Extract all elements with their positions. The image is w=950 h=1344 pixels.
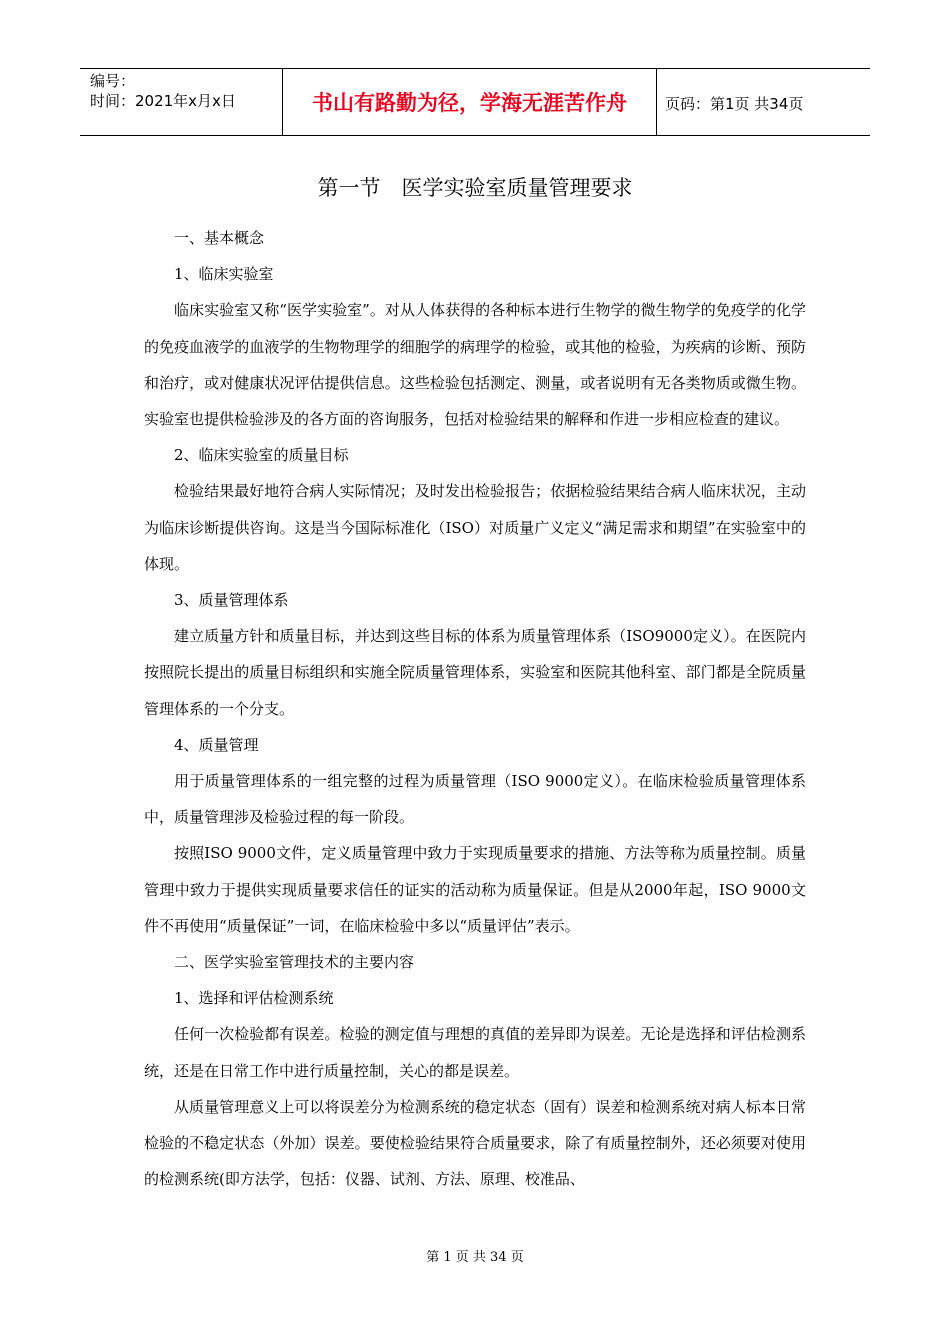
subheading-qms: 3、质量管理体系 <box>174 591 289 610</box>
paragraph: 建立质量方针和质量目标，并达到这些目标的体系为质量管理体系（ISO9000定义）。在医院内按照院长提出的质量目标组织和实施全院质量管理体系，实验室和医院其他科室、部门都是全院质量管理体系的一个分支。 <box>144 627 806 718</box>
section-title: 第一节 医学实验室质量管理要求 <box>317 176 633 200</box>
page-footer: 第 1 页 共 34 页 <box>426 1250 524 1265</box>
subheading-quality-management: 4、质量管理 <box>174 735 259 754</box>
header-page-info: 页码：第1页 共34页 <box>665 95 804 113</box>
subheading-quality-goal: 2、临床实验室的质量目标 <box>174 446 349 465</box>
heading-main-content: 二、医学实验室管理技术的主要内容 <box>174 953 415 972</box>
paragraph: 按照ISO 9000文件，定义质量管理中致力于实现质量要求的措施、方法等称为质量控制。质量管理中致力于提供实现质量要求信任的证实的活动称为质量保证。但是从2000年起，ISO 9000文件不再使用“质量保证”一词，在临床检验中多以“质量评估”表示。 <box>144 844 806 935</box>
paragraph: 任何一次检验都有误差。检验的测定值与理想的真值的差异即为误差。无论是选择和评估检测系统，还是在日常工作中进行质量控制，关心的都是误差。 <box>144 1025 806 1080</box>
paragraph: 从质量管理意义上可以将误差分为检测系统的稳定状态（固有）误差和检测系统对病人标本日常检验的不稳定状态（外加）误差。要使检验结果符合质量要求，除了有质量控制外，还必须要对使用的检测系统(即方法学，包括：仪器、试剂、方法、原理、校准品、 <box>144 1097 806 1189</box>
document-number-label: 编号： <box>90 72 136 90</box>
subheading-clinical-lab: 1、临床实验室 <box>174 265 274 284</box>
paragraph: 用于质量管理体系的一组完整的过程为质量管理（ISO 9000定义）。在临床检验质量管理体系中，质量管理涉及检验过程的每一阶段。 <box>144 772 806 827</box>
document-body <box>144 220 806 1197</box>
paragraph: 检验结果最好地符合病人实际情况；及时发出检验报告；依据检验结果结合病人临床状况，主动为临床诊断提供咨询。这是当今国际标准化（ISO）对质量广义定义“满足需求和期望”在实验室中的体现。 <box>144 482 806 573</box>
heading-basic-concepts: 一、基本概念 <box>174 229 265 247</box>
header-motto: 书山有路勤为径，学海无涯苦作舟 <box>282 69 657 135</box>
paragraph: 临床实验室又称“医学实验室”。对从人体获得的各种标本进行生物学的微生物学的免疫学的化学的免疫血液学的血液学的生物物理学的细胞学的病理学的检验，或其他的检验，为疾病的诊断、预防和治疗，或对健康状况评估提供信息。这些检验包括测定、测量，或者说明有无各类物质或微生物。实验室也提供检验涉及的各方面的咨询服务，包括对检验结果的解释和作进一步相应检查的建议。 <box>144 301 806 429</box>
header-meta <box>80 69 282 135</box>
subheading-detection-system: 1、选择和评估检测系统 <box>174 989 334 1008</box>
page-header <box>80 68 870 136</box>
document-date: 时间：2021年x月x日 <box>90 92 236 110</box>
